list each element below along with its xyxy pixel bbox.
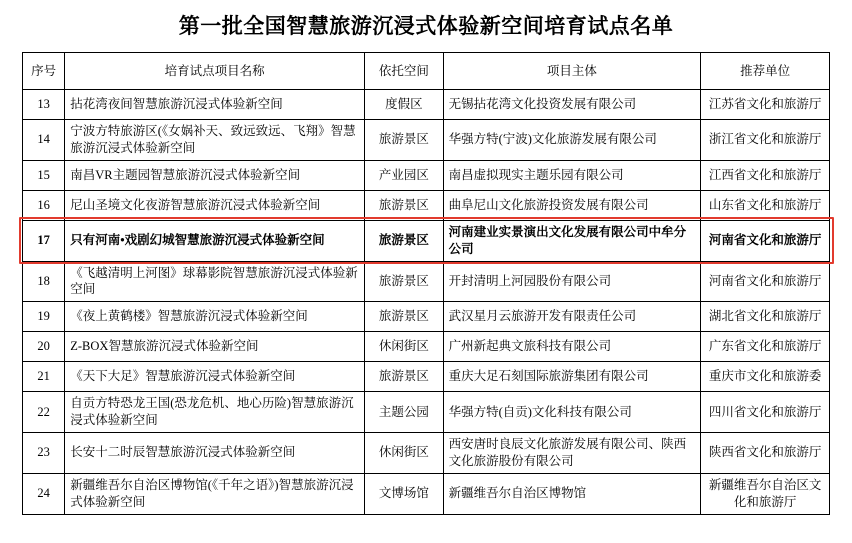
cell-project-name: 尼山圣境文化夜游智慧旅游沉浸式体验新空间 xyxy=(65,190,365,220)
cell-project-name: 长安十二时辰智慧旅游沉浸式体验新空间 xyxy=(65,433,365,474)
table-row xyxy=(23,473,830,514)
cell-project-body: 开封清明上河园股份有限公司 xyxy=(443,261,701,302)
cell-recommend-unit: 新疆维吾尔自治区文化和旅游厅 xyxy=(701,473,830,514)
cell-recommend-unit: 陕西省文化和旅游厅 xyxy=(701,433,830,474)
cell-project-body: 西安唐时良辰文化旅游发展有限公司、陕西文化旅游股份有限公司 xyxy=(443,433,701,474)
cell-no: 21 xyxy=(23,362,65,392)
cell-project-body: 广州新起典文旅科技有限公司 xyxy=(443,332,701,362)
cell-project-name: 只有河南•戏剧幻城智慧旅游沉浸式体验新空间 xyxy=(65,220,365,261)
cell-no: 20 xyxy=(23,332,65,362)
cell-recommend-unit: 江西省文化和旅游厅 xyxy=(701,160,830,190)
column-header-space: 依托空间 xyxy=(365,53,443,90)
cell-project-body: 无锡拈花湾文化投资发展有限公司 xyxy=(443,90,701,120)
table-row xyxy=(23,220,830,261)
cell-project-body: 华强方特(自贡)文化科技有限公司 xyxy=(443,392,701,433)
cell-project-name: 南昌VR主题园智慧旅游沉浸式体验新空间 xyxy=(65,160,365,190)
column-header-body: 项目主体 xyxy=(443,53,701,90)
cell-no: 19 xyxy=(23,302,65,332)
column-header-unit: 推荐单位 xyxy=(701,53,830,90)
cell-no: 17 xyxy=(23,220,65,261)
table-header-row xyxy=(23,53,830,90)
column-header-no: 序号 xyxy=(23,53,65,90)
page-title: 第一批全国智慧旅游沉浸式体验新空间培育试点名单 xyxy=(178,14,674,38)
table-row xyxy=(23,362,830,392)
table-row xyxy=(23,392,830,433)
cell-recommend-unit: 重庆市文化和旅游委 xyxy=(701,362,830,392)
table-row xyxy=(23,160,830,190)
cell-project-name: 《夜上黄鹤楼》智慧旅游沉浸式体验新空间 xyxy=(65,302,365,332)
cell-space-type: 旅游景区 xyxy=(365,120,443,161)
cell-space-type: 度假区 xyxy=(365,90,443,120)
cell-no: 24 xyxy=(23,473,65,514)
cell-space-type: 休闲街区 xyxy=(365,332,443,362)
column-header-name: 培育试点项目名称 xyxy=(65,53,365,90)
cell-recommend-unit: 山东省文化和旅游厅 xyxy=(701,190,830,220)
cell-no: 18 xyxy=(23,261,65,302)
cell-space-type: 主题公园 xyxy=(365,392,443,433)
cell-recommend-unit: 四川省文化和旅游厅 xyxy=(701,392,830,433)
cell-no: 23 xyxy=(23,433,65,474)
table-row xyxy=(23,261,830,302)
table-row xyxy=(23,433,830,474)
cell-project-name: 自贡方特恐龙王国(恐龙危机、地心历险)智慧旅游沉浸式体验新空间 xyxy=(65,392,365,433)
cell-space-type: 旅游景区 xyxy=(365,261,443,302)
cell-project-name: 宁波方特旅游区(《女娲补天、致远致远、飞翔》智慧旅游沉浸式体验新空间 xyxy=(65,120,365,161)
cell-space-type: 产业园区 xyxy=(365,160,443,190)
cell-no: 14 xyxy=(23,120,65,161)
cell-project-body: 重庆大足石刻国际旅游集团有限公司 xyxy=(443,362,701,392)
cell-recommend-unit: 广东省文化和旅游厅 xyxy=(701,332,830,362)
table-body xyxy=(23,90,830,515)
cell-project-body: 曲阜尼山文化旅游投资发展有限公司 xyxy=(443,190,701,220)
cell-recommend-unit: 江苏省文化和旅游厅 xyxy=(701,90,830,120)
cell-project-body: 华强方特(宁波)文化旅游发展有限公司 xyxy=(443,120,701,161)
cell-project-name: 《天下大足》智慧旅游沉浸式体验新空间 xyxy=(65,362,365,392)
cell-space-type: 休闲街区 xyxy=(365,433,443,474)
cell-space-type: 文博场馆 xyxy=(365,473,443,514)
cell-space-type: 旅游景区 xyxy=(365,190,443,220)
cell-project-name: 《飞越清明上河图》球幕影院智慧旅游沉浸式体验新空间 xyxy=(65,261,365,302)
table-row xyxy=(23,90,830,120)
table-row xyxy=(23,302,830,332)
cell-recommend-unit: 河南省文化和旅游厅 xyxy=(701,261,830,302)
cell-space-type: 旅游景区 xyxy=(365,362,443,392)
cell-project-name: Z-BOX智慧旅游沉浸式体验新空间 xyxy=(65,332,365,362)
cell-project-body: 南昌虚拟现实主题乐园有限公司 xyxy=(443,160,701,190)
pilot-list-table xyxy=(22,52,830,515)
cell-recommend-unit: 浙江省文化和旅游厅 xyxy=(701,120,830,161)
table-row xyxy=(23,332,830,362)
cell-project-name: 拈花湾夜间智慧旅游沉浸式体验新空间 xyxy=(65,90,365,120)
cell-space-type: 旅游景区 xyxy=(365,302,443,332)
cell-project-body: 河南建业实景演出文化发展有限公司中牟分公司 xyxy=(443,220,701,261)
cell-recommend-unit: 河南省文化和旅游厅 xyxy=(701,220,830,261)
cell-project-body: 新疆维吾尔自治区博物馆 xyxy=(443,473,701,514)
table-row xyxy=(23,120,830,161)
table-row xyxy=(23,190,830,220)
cell-no: 22 xyxy=(23,392,65,433)
cell-recommend-unit: 湖北省文化和旅游厅 xyxy=(701,302,830,332)
cell-space-type: 旅游景区 xyxy=(365,220,443,261)
cell-project-body: 武汉星月云旅游开发有限责任公司 xyxy=(443,302,701,332)
cell-no: 13 xyxy=(23,90,65,120)
table-header xyxy=(23,53,830,90)
cell-project-name: 新疆维吾尔自治区博物馆(《千年之语》)智慧旅游沉浸式体验新空间 xyxy=(65,473,365,514)
cell-no: 16 xyxy=(23,190,65,220)
cell-no: 15 xyxy=(23,160,65,190)
